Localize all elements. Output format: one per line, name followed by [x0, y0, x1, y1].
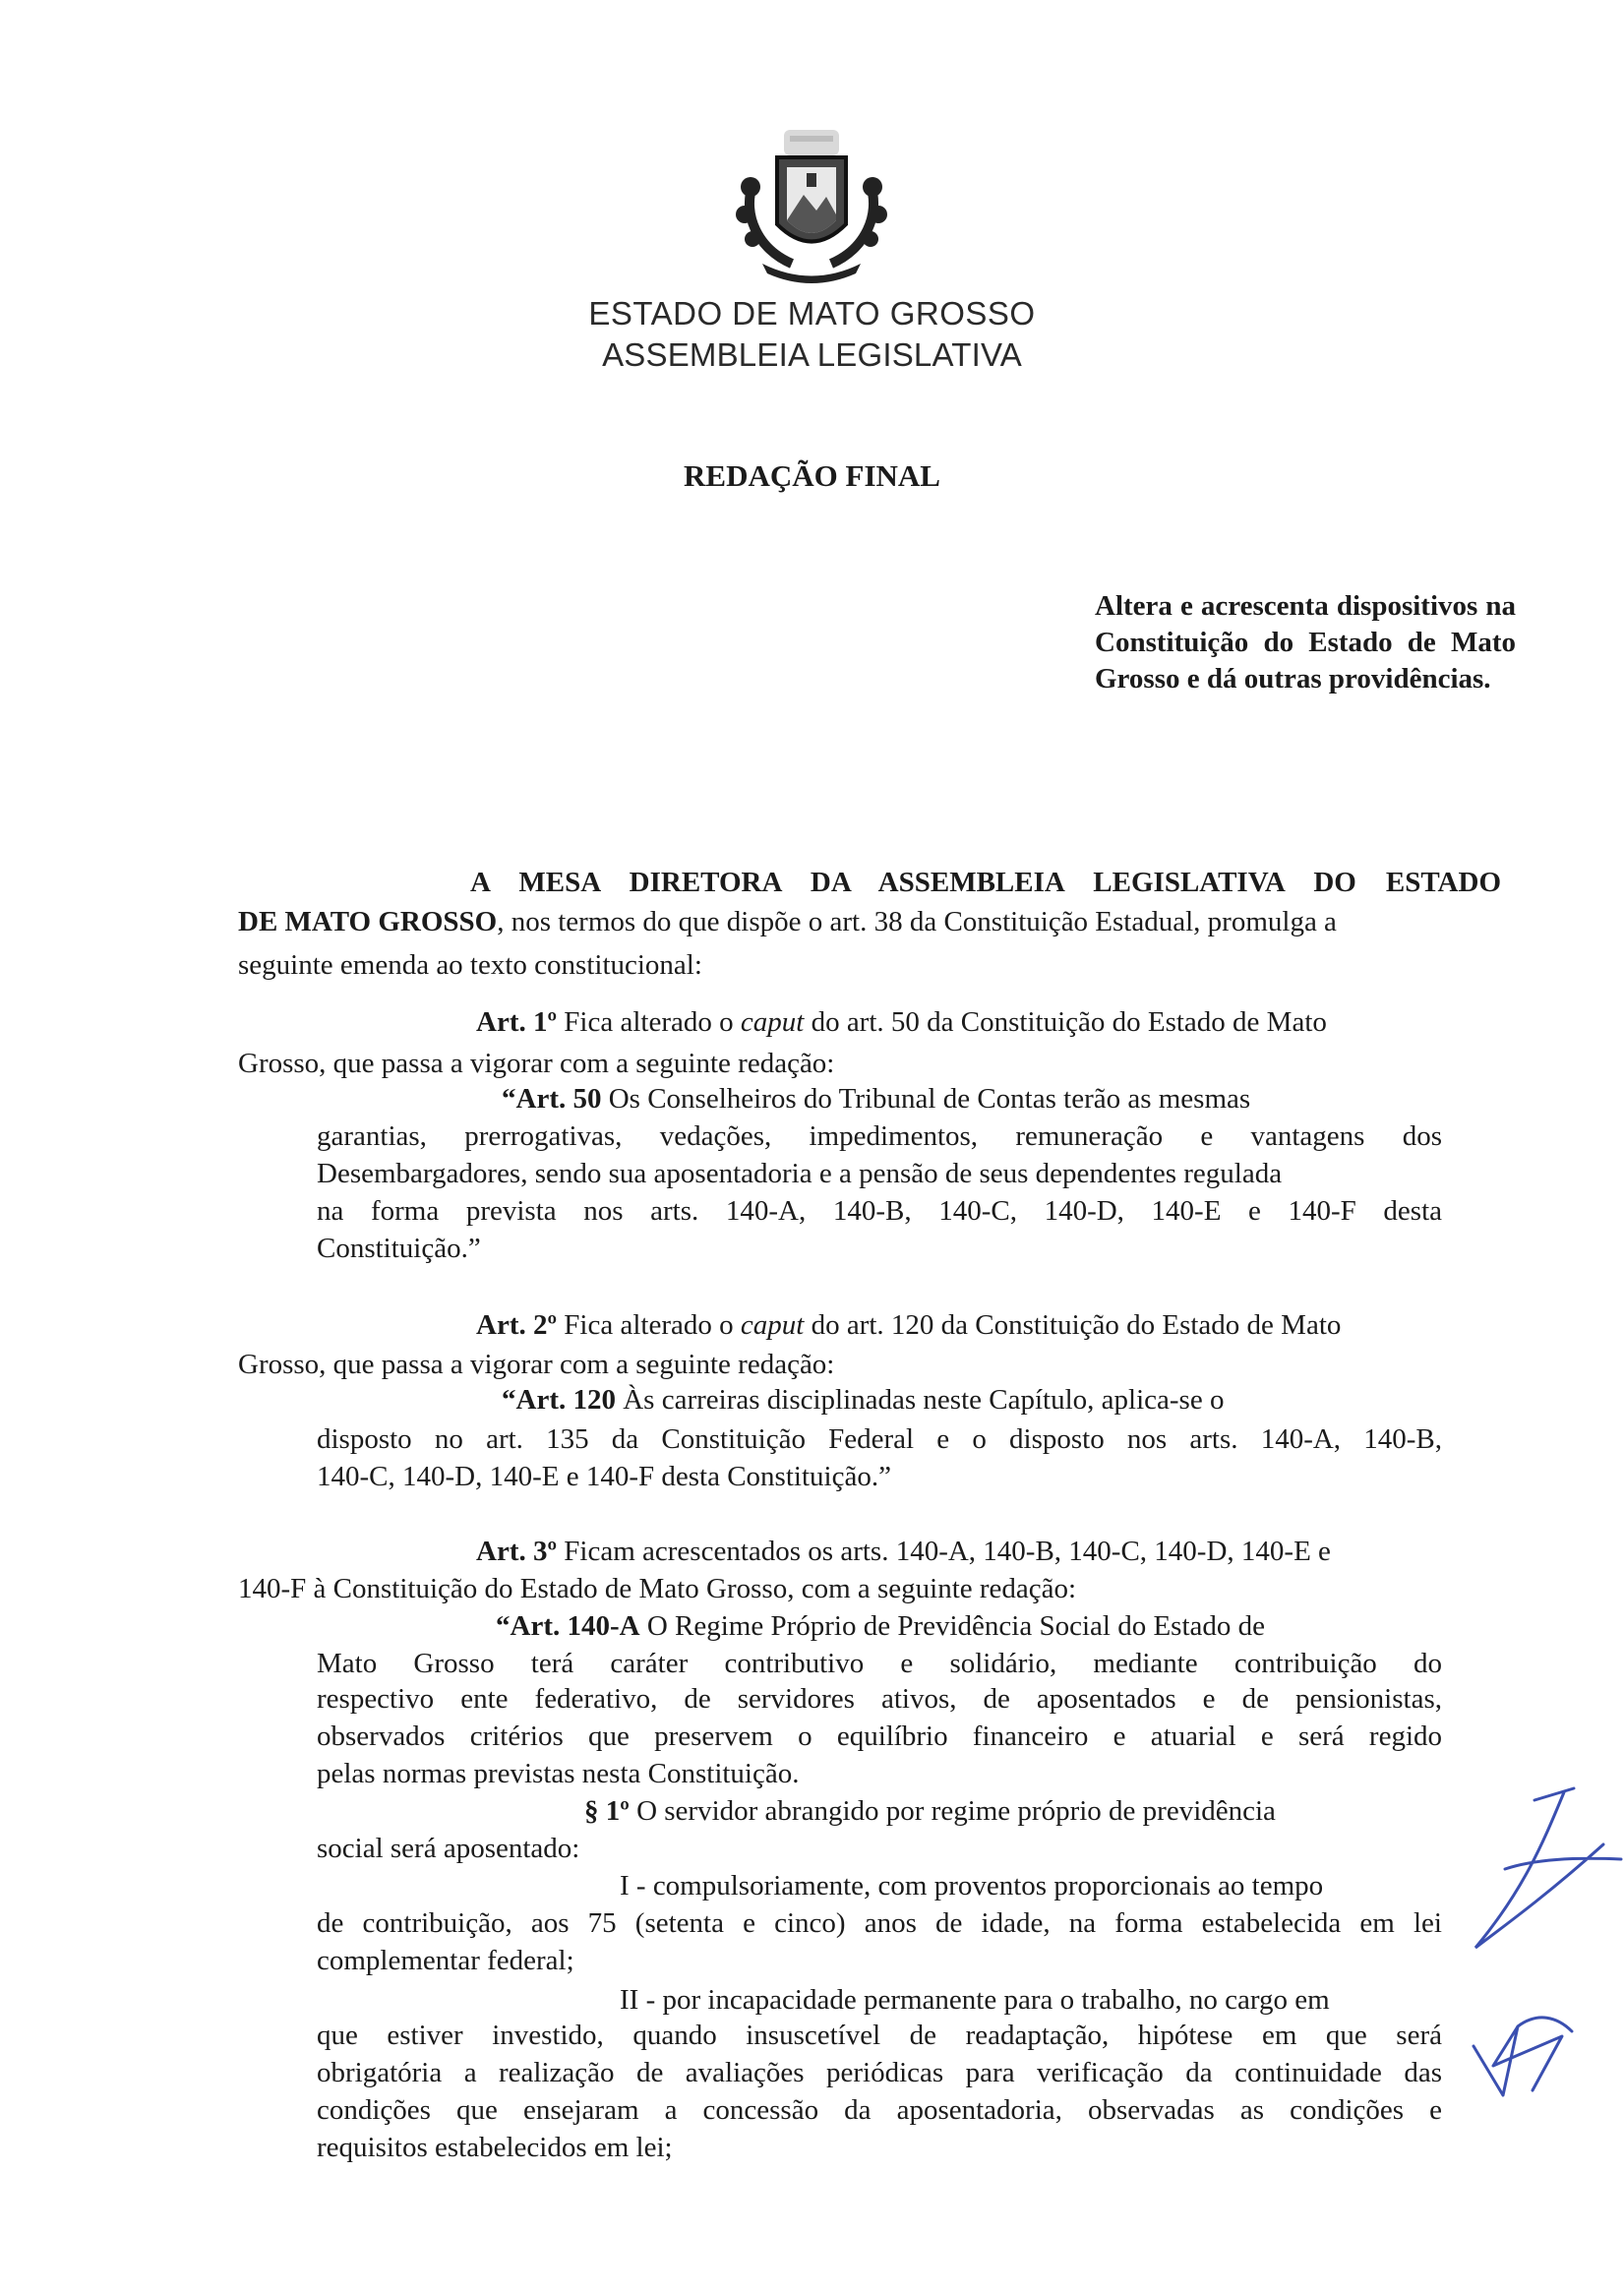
art140a-line-1	[496, 1609, 1265, 1643]
ementa: Altera e acrescenta dispositivos na Constituição do Estado de Mato Grosso e dá outras providências.	[1095, 590, 1516, 694]
art50-text: Os Conselheiros do Tribunal de Contas terão as mesmas	[601, 1083, 1251, 1115]
art120-line-1	[502, 1383, 1224, 1417]
item2-line-3: obrigatória a realização de avaliações periódicas para verificação da continuidade das	[317, 2057, 1442, 2088]
preamble-line-2-rest: , nos termos do que dispõe o art. 38 da Constituição Estadual, promulga a	[497, 906, 1337, 937]
art50-line-3: Desembargadores, sendo sua aposentadoria e a pensão de seus dependentes regulada	[317, 1158, 1283, 1189]
art120-line-2: disposto no art. 135 da Constituição Federal e o disposto nos arts. 140-A, 140-B,	[317, 1423, 1442, 1455]
art50-line-4: na forma prevista nos arts. 140-A, 140-B, 140-C, 140-D, 140-E e 140-F desta	[317, 1195, 1442, 1227]
art120-line-3: 140-C, 140-D, 140-E e 140-F desta Constituição.”	[317, 1461, 891, 1492]
art3-text: Ficam acrescentados os arts. 140-A, 140-B, 140-C, 140-D, 140-E e	[557, 1536, 1331, 1567]
preamble-line-1: A MESA DIRETORA DA ASSEMBLEIA LEGISLATIVA DO ESTADO	[470, 867, 1501, 898]
item1-line-2: de contribuição, aos 75 (setenta e cinco) anos de idade, na forma estabelecida em lei	[317, 1907, 1442, 1939]
assembly-name: ASSEMBLEIA LEGISLATIVA	[602, 336, 1022, 373]
art2-line-1	[476, 1308, 1341, 1342]
art2-line-2: Grosso, que passa a vigorar com a seguinte redação:	[238, 1349, 835, 1380]
item2-line-2: que estiver investido, quando insuscetível de readaptação, hipótese em que será	[317, 2020, 1442, 2051]
preamble-line-2-bold: DE MATO GROSSO	[238, 906, 498, 937]
art3-line-2: 140-F à Constituição do Estado de Mato Grosso, com a seguinte redação:	[238, 1573, 1077, 1604]
art1-line-2: Grosso, que passa a vigorar com a seguinte redação:	[238, 1048, 835, 1079]
art50-line-2: garantias, prerrogativas, vedações, impedimentos, remuneração e vantagens dos	[317, 1120, 1442, 1152]
paragraph1-text: O servidor abrangido por regime próprio de previdência	[629, 1795, 1276, 1827]
art1-caput: caput	[740, 1006, 805, 1038]
art2-caput: caput	[740, 1309, 805, 1341]
art140a-line-3: respectivo ente federativo, de servidores ativos, de aposentados e de pensionistas,	[317, 1683, 1442, 1715]
paragraph1-label: § 1º	[584, 1795, 630, 1827]
paragraph1-line-2: social será aposentado:	[317, 1833, 580, 1864]
preamble-line-2	[238, 905, 1337, 938]
handwritten-rubric-signature	[1464, 2007, 1582, 2115]
art1-text-b: do art. 50 da Constituição do Estado de Mato	[804, 1006, 1327, 1038]
handwritten-initial-signature	[1466, 1781, 1623, 1958]
art1-text-a: Fica alterado o	[557, 1006, 741, 1038]
art2-text-b: do art. 120 da Constituição do Estado de Mato	[804, 1309, 1342, 1341]
item2-line-1: II - por incapacidade permanente para o trabalho, no cargo em	[620, 1984, 1330, 2016]
art1-line-1	[476, 1005, 1327, 1039]
art120-text: Às carreiras disciplinadas neste Capítulo, aplica-se o	[615, 1384, 1225, 1416]
preamble-line-3: seguinte emenda ao texto constitucional:	[238, 949, 702, 981]
art120-label: “Art. 120	[502, 1384, 616, 1416]
art50-label: “Art. 50	[502, 1083, 602, 1115]
art50-line-5: Constituição.”	[317, 1233, 481, 1264]
document-title: REDAÇÃO FINAL	[684, 458, 940, 493]
art3-label: Art. 3º	[476, 1536, 558, 1567]
art140a-line-4: observados critérios que preservem o equilíbrio financeiro e atuarial e será regido	[317, 1720, 1442, 1752]
state-name: ESTADO DE MATO GROSSO	[588, 295, 1036, 332]
art50-line-1	[502, 1082, 1250, 1116]
art3-line-1	[476, 1535, 1331, 1568]
art1-label: Art. 1º	[476, 1006, 558, 1038]
art140a-text: O Regime Próprio de Previdência Social do Estado de	[639, 1610, 1266, 1642]
coat-of-arms-seal	[723, 126, 900, 288]
art140a-line-2: Mato Grosso terá caráter contributivo e solidário, mediante contribuição do	[317, 1648, 1442, 1679]
art140a-label: “Art. 140-A	[496, 1610, 640, 1642]
paragraph1-line-1	[584, 1794, 1276, 1828]
art140a-line-5: pelas normas previstas nesta Constituição.	[317, 1758, 800, 1789]
item1-line-3: complementar federal;	[317, 1945, 574, 1976]
item1-line-1: I - compulsoriamente, com proventos proporcionais ao tempo	[620, 1870, 1324, 1902]
art2-label: Art. 2º	[476, 1309, 558, 1341]
item2-line-4: condições que ensejaram a concessão da aposentadoria, observadas as condições e	[317, 2094, 1442, 2126]
item2-line-5: requisitos estabelecidos em lei;	[317, 2132, 673, 2163]
art2-text-a: Fica alterado o	[557, 1309, 741, 1341]
